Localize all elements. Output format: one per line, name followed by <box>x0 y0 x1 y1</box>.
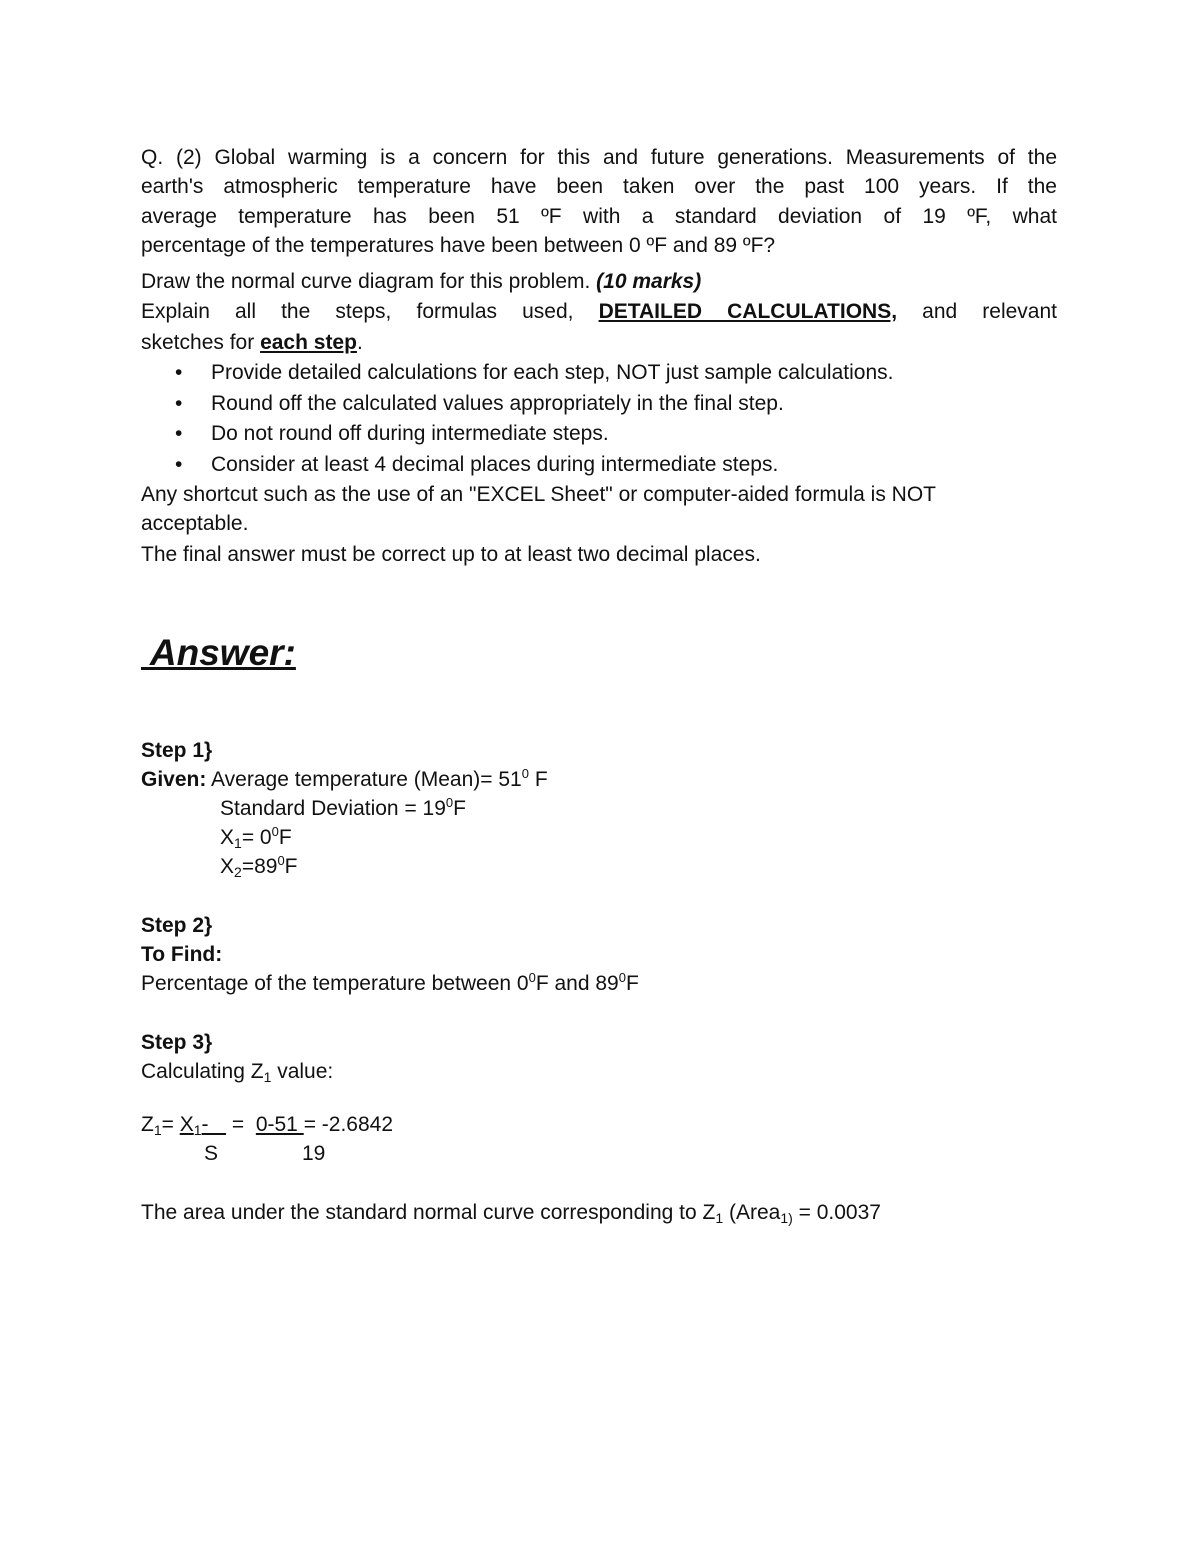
calculating-z1-line <box>141 1057 333 1087</box>
bullet-item: Provide detailed calculations for each step, NOT just sample calculations. <box>211 361 894 384</box>
z-equals: = <box>161 1113 180 1136</box>
find-text-b: F and 89 <box>535 972 619 995</box>
answer-heading: Answer: <box>141 632 296 673</box>
degree-superscript: 0 <box>528 970 536 985</box>
area-text-b: (Area <box>723 1201 781 1224</box>
area-subscript: 1) <box>780 1210 793 1226</box>
step-1-title: Step 1} <box>141 739 213 762</box>
question-line-4: percentage of the temperatures have been between 0 ºF and 89 ºF? <box>141 234 776 257</box>
x1-variable: X <box>220 826 235 849</box>
x1-unit: F <box>278 826 292 849</box>
sd-text: Standard Deviation = 19 <box>220 797 446 820</box>
given-x2-line <box>220 852 298 882</box>
z1-formula-line <box>141 1110 393 1140</box>
sketch-text-c: . <box>356 331 363 354</box>
step-2-title: Step 2} <box>141 914 213 937</box>
x1-subscript: 1 <box>234 835 242 851</box>
bullet-marker: • <box>175 453 183 476</box>
bullet-item: Round off the calculated values appropriately in the final step. <box>211 392 784 415</box>
shortcut-line-1: Any shortcut such as the use of an "EXCEL Sheet" or computer-aided formula is NOT <box>141 483 937 506</box>
area-value: = 0.0037 <box>792 1201 881 1224</box>
final-answer-note: The final answer must be correct up to at least two decimal places. <box>141 543 761 566</box>
sketch-text-a: sketches for <box>141 331 261 354</box>
x2-unit: F <box>284 855 298 878</box>
formula-denominator-19: 19 <box>302 1142 326 1165</box>
explain-text-a: Explain all the steps, formulas used, <box>141 300 599 323</box>
shortcut-line-2: acceptable. <box>141 512 249 535</box>
x2-equals: =89 <box>241 855 278 878</box>
explain-line <box>141 297 1057 327</box>
area-z-subscript: 1 <box>715 1210 724 1226</box>
find-text-c: F <box>625 972 639 995</box>
degree-superscript: 0 <box>271 824 279 839</box>
sketch-line <box>141 328 363 358</box>
draw-instruction <box>141 267 701 297</box>
x2-subscript: 2 <box>234 864 242 880</box>
numerator-variable: X <box>179 1113 194 1136</box>
sd-unit: F <box>453 797 466 820</box>
given-mean-line <box>141 765 548 795</box>
formula-denominator-s: S <box>204 1142 219 1165</box>
degree-superscript: 0 <box>445 795 454 810</box>
find-text-a: Percentage of the temperature between 0 <box>141 972 529 995</box>
degree-superscript: 0 <box>521 766 529 781</box>
z1-subscript: 1 <box>263 1069 272 1085</box>
numeric-numerator: 0-51 <box>255 1113 304 1136</box>
given-x1-line <box>220 823 292 853</box>
draw-text: Draw the normal curve diagram for this problem. <box>141 270 597 293</box>
degree-superscript: 0 <box>277 853 285 868</box>
numerator-rest: - <box>201 1113 227 1136</box>
question-line-3: average temperature has been 51 ºF with a standard deviation of 19 ºF, what <box>141 205 1057 228</box>
to-find-text <box>141 969 639 999</box>
to-find-label: To Find: <box>141 943 223 966</box>
formula-numerator <box>180 1113 226 1136</box>
z1-result: = -2.6842 <box>303 1113 394 1136</box>
area-line <box>141 1198 881 1228</box>
second-equals: = <box>226 1113 256 1136</box>
degree-superscript: 0 <box>618 970 626 985</box>
mean-text: Average temperature (Mean)= 51 <box>206 768 522 791</box>
step-3-title: Step 3} <box>141 1031 213 1054</box>
area-text-a: The area under the standard normal curve corresponding to Z <box>141 1201 716 1224</box>
mean-unit: F <box>528 768 548 791</box>
given-label: Given: <box>141 768 207 791</box>
bullet-item: Do not round off during intermediate steps. <box>211 422 609 445</box>
bullet-marker: • <box>175 392 183 415</box>
detailed-calculations-emphasis: DETAILED CALCULATIONS, <box>598 300 898 323</box>
calc-text-a: Calculating Z <box>141 1060 264 1083</box>
each-step-emphasis: each step <box>260 331 357 354</box>
bullet-item: Consider at least 4 decimal places during intermediate steps. <box>211 453 779 476</box>
x2-variable: X <box>220 855 235 878</box>
given-sd-line <box>220 794 466 824</box>
calc-text-b: value: <box>271 1060 334 1083</box>
z-variable: Z <box>141 1113 154 1136</box>
marks-label: (10 marks) <box>596 270 702 293</box>
explain-text-c: and relevant <box>897 300 1057 323</box>
numerator-subscript: 1 <box>193 1122 202 1138</box>
bullet-marker: • <box>175 361 183 384</box>
bullet-marker: • <box>175 422 183 445</box>
question-line-2: earth's atmospheric temperature have been taken over the past 100 years. If the <box>141 175 1057 198</box>
question-line-1: Q. (2) Global warming is a concern for this and future generations. Measurements of the <box>141 146 1057 169</box>
z-subscript: 1 <box>153 1122 162 1138</box>
x1-equals: = 0 <box>241 826 272 849</box>
